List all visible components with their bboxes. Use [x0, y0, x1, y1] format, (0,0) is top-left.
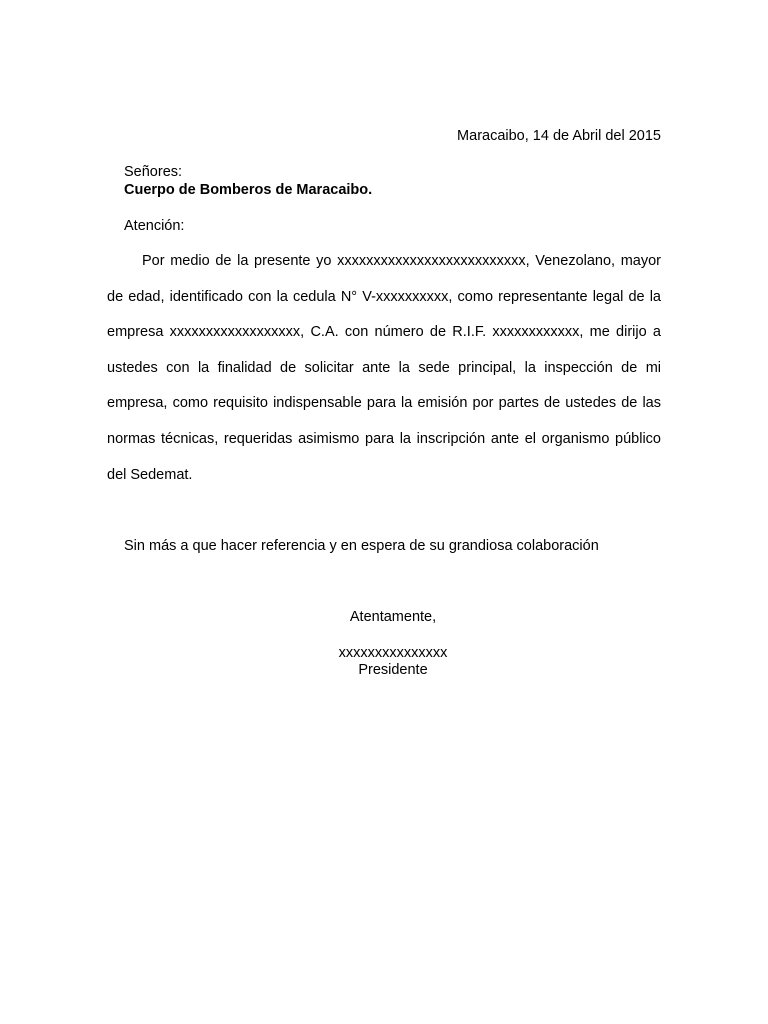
recipient-name: Cuerpo de Bomberos de Maracaibo. [124, 182, 373, 198]
recipient-block [124, 163, 372, 199]
greeting: Señores: [124, 164, 183, 180]
signer-name: xxxxxxxxxxxxxxx [338, 645, 448, 661]
letter-body: Por medio de la presente yo xxxxxxxxxxxxxxxxxxxxxxxxxx, Venezolano, mayor de edad, identificado con la cedula N° V-xxxxxxxxxx, como representante legal de la empresa xxxxxxxxxxxxxxxxxx, C.A. con número de R.I.F. xxxxxxxxxxxx, me dirijo a ustedes con la finalidad de solicitar ante la sede principal, la inspección de mi empresa, como requisito indispensable para la emisión por partes de ustedes de las normas técnicas, requeridas asimismo para la inscripción ante el organismo público del Sedemat. [107, 253, 661, 483]
signer-title: Presidente [358, 662, 428, 678]
closing-line: Sin más a que hacer referencia y en espera de su grandiosa colaboración [124, 538, 599, 554]
letter-date: Maracaibo, 14 de Abril del 2015 [457, 128, 661, 144]
signoff: Atentamente, [349, 609, 437, 625]
signature-block [0, 645, 768, 679]
attention-line: Atención: [124, 218, 185, 234]
